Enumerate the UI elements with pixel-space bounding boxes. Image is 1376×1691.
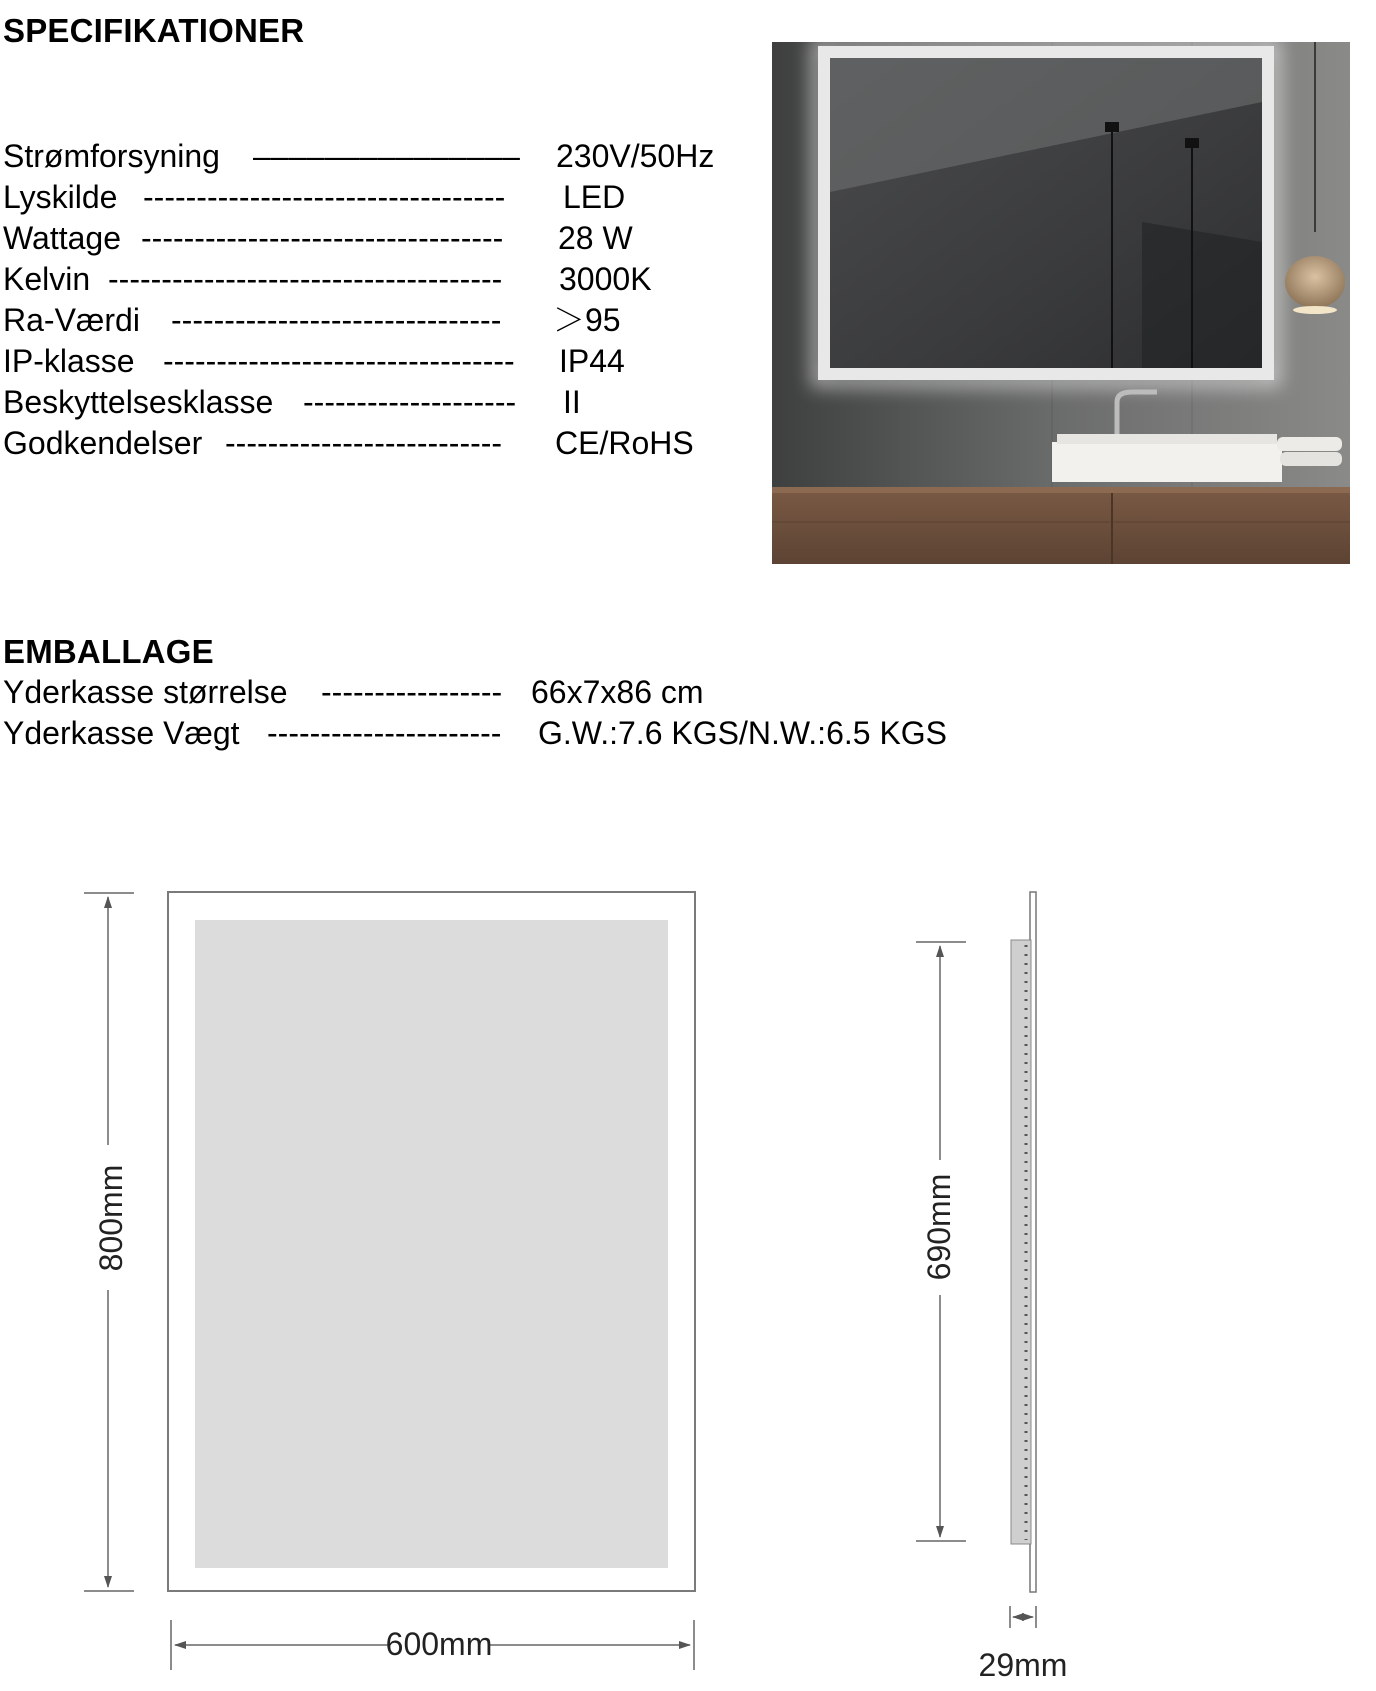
mirror-frame-outline: [168, 892, 695, 1591]
spec-value: 28 W: [558, 220, 633, 256]
spec-value: 3000K: [559, 261, 652, 297]
spec-label: Wattage: [3, 220, 121, 256]
packaging-label: Yderkasse Vægt: [3, 715, 240, 751]
spec-dashes: ----------------------------------: [143, 179, 506, 215]
packaging-value: G.W.:7.6 KGS/N.W.:6.5 KGS: [538, 715, 948, 751]
spec-value: IP44: [559, 343, 625, 379]
spec-label: Ra-Værdi: [3, 302, 140, 338]
spec-label: Kelvin: [3, 261, 91, 297]
spec-row-wattage: [3, 218, 743, 258]
spec-label: Lyskilde: [3, 179, 118, 215]
spec-row-approvals: [3, 423, 743, 463]
spec-value: 230V/50Hz: [556, 138, 715, 174]
packaging-row-box-weight: [3, 713, 1003, 753]
depth-label: 29mm: [978, 1647, 1068, 1683]
spec-dashes: -------------------------------: [171, 302, 502, 338]
spec-value: ＞95: [553, 302, 621, 338]
spec-dashes: --------------------: [303, 384, 517, 420]
spec-label: IP-klasse: [3, 343, 135, 379]
spec-dashes: ----------------------------------: [141, 220, 504, 256]
spec-row-kelvin: [3, 259, 743, 299]
spec-row-protection-class: [3, 382, 743, 422]
led-strip: [1011, 940, 1031, 1544]
packaging-row-box-size: [3, 672, 1003, 712]
product-photo: [772, 42, 1350, 564]
bathroom-mirror-image: [772, 42, 1350, 564]
front-view: [168, 892, 695, 1591]
packaging-dashes: ----------------------: [267, 715, 502, 751]
spec-label: Godkendelser: [3, 425, 203, 461]
depth-dimension: [979, 1606, 1068, 1683]
spec-dashes: –––––––––––––––: [253, 138, 520, 174]
specs-heading: SPECIFIKATIONER: [3, 12, 305, 49]
spec-row-light-source: [3, 177, 743, 217]
spec-label: Beskyttelsesklasse: [3, 384, 274, 420]
packaging-heading: EMBALLAGE: [3, 633, 214, 670]
width-label: 600mm: [385, 1626, 493, 1662]
spec-value: CE/RoHS: [555, 425, 694, 461]
spec-row-ip-class: [3, 341, 743, 381]
packaging-value: 66x7x86 cm: [531, 674, 704, 710]
mirror-side-profile: [1030, 892, 1036, 1592]
packaging-dashes: -----------------: [321, 674, 503, 710]
spec-value: LED: [563, 179, 626, 215]
spec-dashes: -------------------------------------: [108, 261, 503, 297]
spec-value: II: [563, 384, 581, 420]
height-label: 800mm: [93, 1164, 129, 1272]
height-dimension: [84, 893, 134, 1591]
spec-dashes: ---------------------------------: [163, 343, 515, 379]
spec-dashes: --------------------------: [225, 425, 503, 461]
width-dimension: [171, 1620, 694, 1670]
spec-row-power: [3, 136, 743, 176]
mirror-glass-area: [195, 920, 668, 1568]
side-height-label: 690mm: [921, 1173, 957, 1281]
packaging-label: Yderkasse størrelse: [3, 674, 288, 710]
side-view: [1011, 892, 1036, 1592]
spec-label: Strømforsyning: [3, 138, 220, 174]
side-height-dimension: [916, 942, 966, 1541]
spec-row-ra-value: [3, 300, 743, 340]
